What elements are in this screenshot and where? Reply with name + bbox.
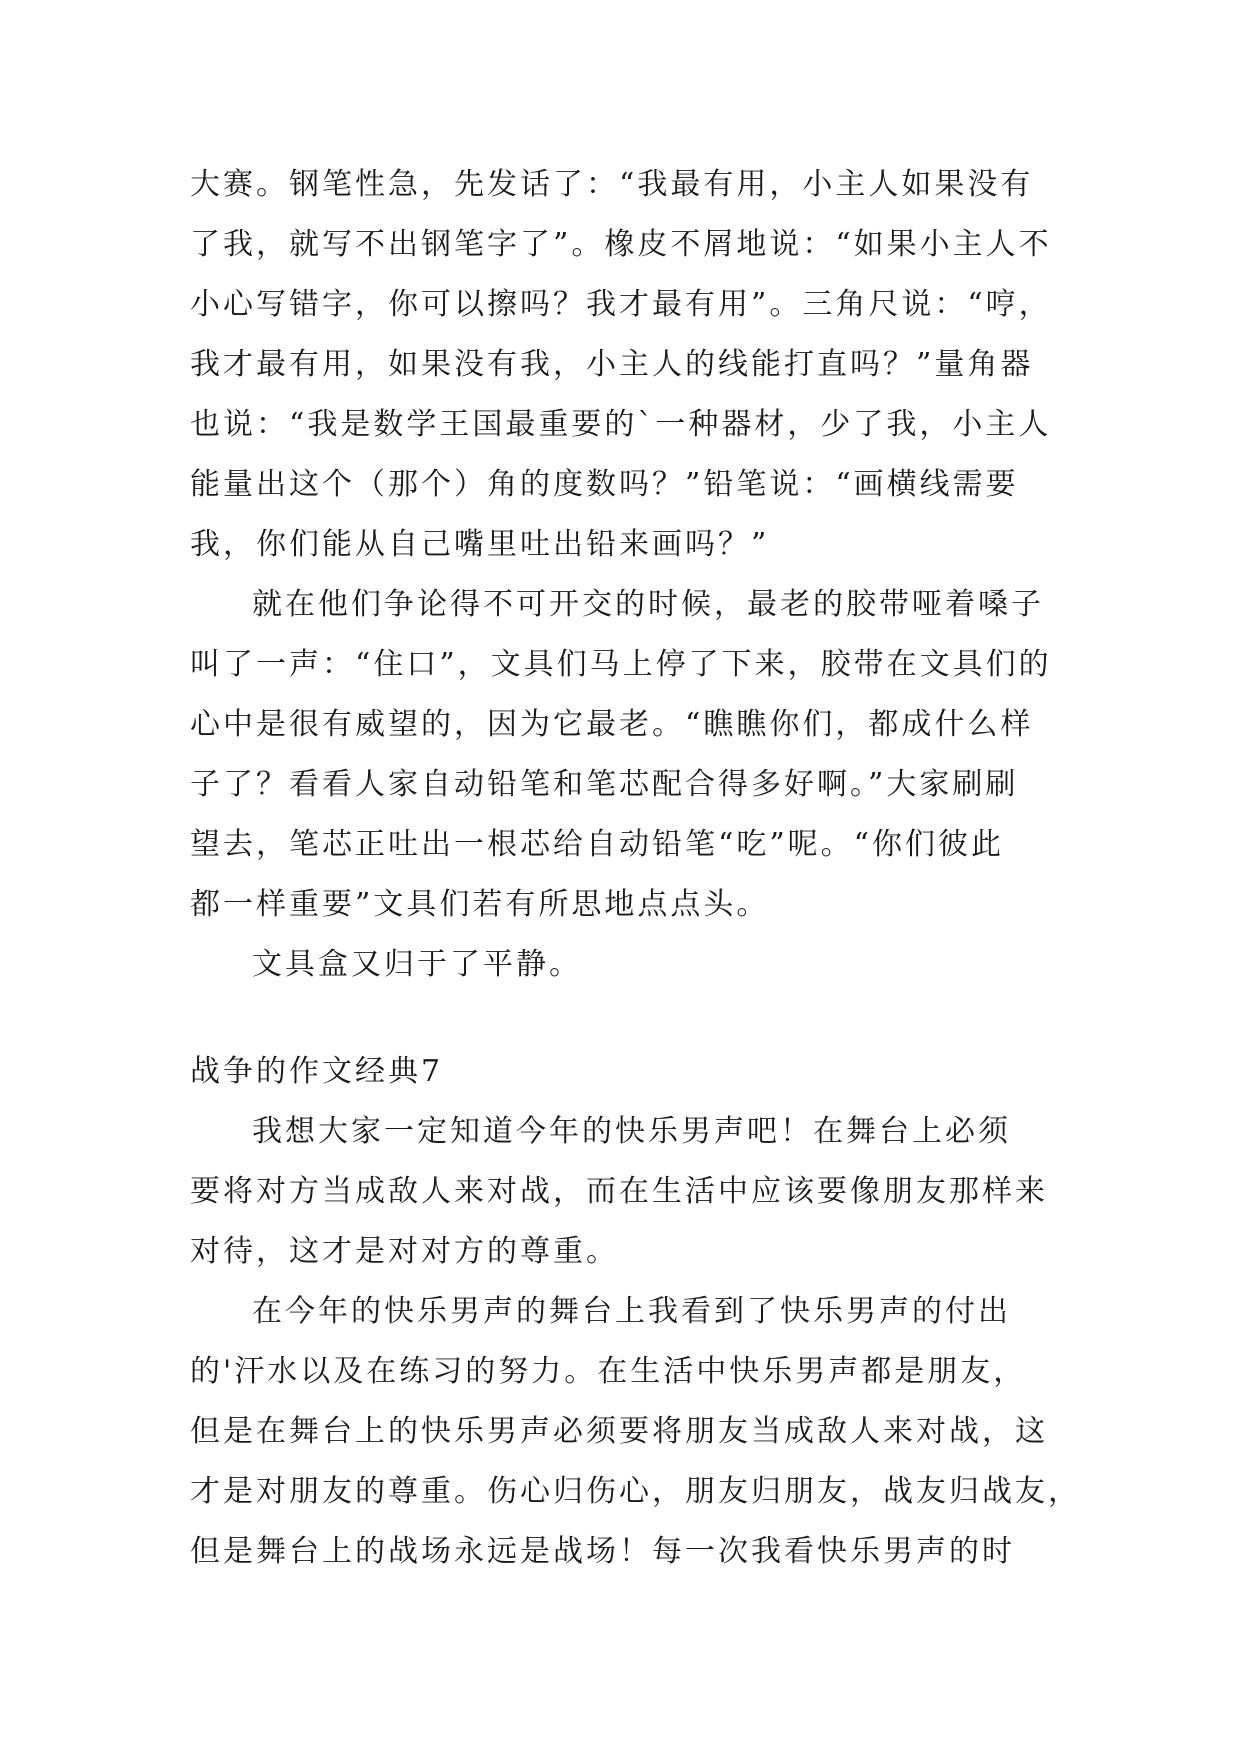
paragraph-first-line: 我想大家一定知道今年的快乐男声吧！在舞台上必须 (252, 1114, 1011, 1149)
paragraph-first-line: 文具盒又归于了平静。 (252, 947, 582, 982)
text-line: 大赛。钢笔性急，先发话了：“我最有用，小主人如果没有 (190, 167, 1034, 202)
text-line: 才是对朋友的尊重。伤心归伤心，朋友归朋友，战友归战友， (190, 1474, 1081, 1509)
text-line: 小心写错字，你可以擦吗？我才最有用”。三角尺说：“哼， (190, 287, 1052, 322)
text-line: 都一样重要”文具们若有所思地点点头。 (190, 887, 770, 922)
text-line: 能量出这个（那个）角的度数吗？”铅笔说：“画横线需要 (190, 467, 1019, 502)
text-line: 望去，笔芯正吐出一根芯给自动铅笔“吃”呢。“你们彼此 (190, 827, 1005, 862)
text-line: 对待，这才是对对方的尊重。 (190, 1234, 619, 1269)
text-line: 叫了一声：“住口”，文具们马上停了下来，胶带在文具们的 (190, 647, 1052, 682)
paragraph-first-line: 在今年的快乐男声的舞台上我看到了快乐男声的付出 (252, 1294, 1011, 1329)
text-line: 也说：“我是数学王国最重要的`一种器材，少了我，小主人 (190, 407, 1052, 442)
text-line: 心中是很有威望的，因为它最老。“瞧瞧你们，都成什么样 (190, 707, 1034, 742)
text-line: 我才最有用，如果没有我，小主人的线能打直吗？”量角器 (190, 347, 1034, 382)
text-line: 但是在舞台上的快乐男声必须要将朋友当成敌人来对战，这 (190, 1414, 1048, 1449)
paragraph-first-line: 就在他们争论得不可开交的时候，最老的胶带哑着嗓子 (252, 587, 1044, 622)
section-title: 战争的作文经典7 (190, 1054, 444, 1089)
text-line: 我，你们能从自己嘴里吐出铅来画吗？” (190, 527, 770, 562)
text-line: 的'汗水以及在练习的努力。在生活中快乐男声都是朋友， (190, 1354, 1027, 1389)
text-line: 要将对方当成敌人来对战，而在生活中应该要像朋友那样来 (190, 1174, 1048, 1209)
text-line: 但是舞台上的战场永远是战场！每一次我看快乐男声的时 (190, 1534, 1015, 1569)
text-line: 了我，就写不出钢笔字了”。橡皮不屑地说：“如果小主人不 (190, 227, 1052, 262)
text-line: 子了？看看人家自动铅笔和笔芯配合得多好啊。”大家刷刷 (190, 767, 1019, 802)
